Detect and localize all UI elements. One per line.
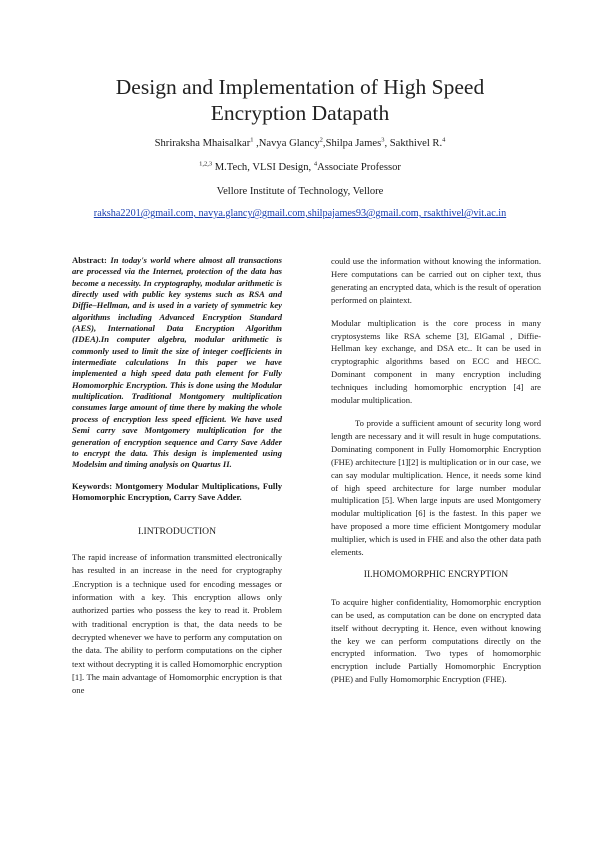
paragraph: Modular multiplication is the core process in many cryptosystems like RSA scheme [3], ElGamal , Diffie-Hellman key exchange, and DSA etc.. It can be used in cryptographic algorithms based on ECC and HECC. Dominant component in many encryption including techniques including homomorphic encryption [4] are modular multiplication. xyxy=(331,317,541,406)
homomorphic-heading: II.HOMOMORPHIC ENCRYPTION xyxy=(363,568,509,580)
affiliation-superscript: 4 xyxy=(313,160,318,168)
paragraph: could use the information without knowing the information. Here computations can be carried out on cipher text, thus generating an encrypted data, which is the result of operation performed on plaintext. xyxy=(331,256,541,305)
abstract-text: In today's world where almost all transactions are processed via the Internet, protection of the data has become a necessity. In cryptography, modular arithmetic is directly used with public key systems such as RSA and Diffie–Hellman, and is used in a variety of symmetric key algorithms including Advanced Encryption Standard (AES), International Data Encryption Algorithm (IDEA).In computer algebra, modular arithmetic is commonly used to limit the size of integer coefficients in intermediate calculations In this paper we have implemented a high speed data path element for Fully Homomorphic Encryption. This is done using the Modular multiplication. Traditional Montgomery multiplication consumes large amount of time there by making the whole process of encryption less speed efficient. We have used Semi carry save Montgomery multiplication for the generation of encryption sequence and Carry Save Adder to encrypt the data. This design is implemented using Modelsim and timing analysis on Quartus II. xyxy=(72,255,282,470)
author-name: Navya Glancy xyxy=(258,138,320,149)
author-superscript: 2 xyxy=(319,136,323,144)
abstract xyxy=(72,255,282,471)
email-links[interactable]: raksha2201@gmail.com, navya.glancy@gmail.com,shilpajames93@gmail.com, rsakthivel@vit.ac.in xyxy=(93,208,507,219)
author-separator: , xyxy=(384,138,390,149)
keywords: Keywords: Montgomery Modular Multiplications, Fully Homomorphic Encryption, Carry Save Adder. xyxy=(72,480,282,503)
author-list xyxy=(40,138,560,149)
author-superscript: 3 xyxy=(381,136,385,144)
right-column xyxy=(331,255,541,696)
institution: Vellore Institute of Technology, Vellore xyxy=(216,186,384,197)
author-separator: , xyxy=(253,138,259,149)
title-line-2: Encryption Datapath xyxy=(210,101,390,125)
paper-title xyxy=(40,74,560,126)
introduction-heading: I.INTRODUCTION xyxy=(137,525,217,537)
abstract-label: Abstract: xyxy=(72,255,107,265)
affiliation xyxy=(40,162,560,173)
paragraph: To provide a sufficient amount of security long word length are necessary and it will result in huge computations. Dominating component in Fully Homomorphic Encryption (FHE) architecture [1][2] is multiplication or in our case, we can say modular multiplication. Hence, it needs some kind of high speed architecture for large number modular multiplication [5]. When large inputs are used Montgomery modular multiplication [6] is the fastest. In this paper we have proposed a more time efficient Montgomery modular multiplier, which is used in FHE and also the other data path elements. xyxy=(331,417,541,558)
author-name: Shilpa James xyxy=(325,138,382,149)
author-separator: , xyxy=(322,138,326,149)
author-superscript: 4 xyxy=(442,136,446,144)
author-name: Sakthivel R. xyxy=(389,138,443,149)
left-column xyxy=(72,255,282,698)
affiliation-text: Associate Professor xyxy=(317,162,401,173)
paragraph: To acquire higher confidentiality, Homomorphic encryption can be used, as computation can be done on encrypted data itself without decrypting it. Hence, even without knowing the key we can perform computations directly on the encrypted information. Two types of homomorphic encryption include Partially Homomorphic Encryption (PHE) and Fully Homomorphic Encryption (FHE). xyxy=(331,596,541,685)
affiliation-superscript: 1,2,3 xyxy=(199,160,213,168)
author-name: Shriraksha Mhaisalkar xyxy=(154,138,251,149)
title-line-1: Design and Implementation of High Speed xyxy=(115,75,485,99)
affiliation-text: M.Tech, VLSI Design, xyxy=(212,162,314,173)
introduction-text: The rapid increase of information transmitted electronically has resulted in an increase in the need for cryptography .Encryption is a technique used for encoding messages or information with a key. This encryption allows only authorized parties who possess the key to read it. Problem with traditional encryption is that, the data needs to be decrypted whenever we have to perform any computation on the data. The ability to perform computations on the cipher text without decrypting it is called Homomorphic encryption [1]. The main advantage of Homomorphic encryption is that one xyxy=(72,551,282,696)
author-superscript: 1 xyxy=(250,136,254,144)
